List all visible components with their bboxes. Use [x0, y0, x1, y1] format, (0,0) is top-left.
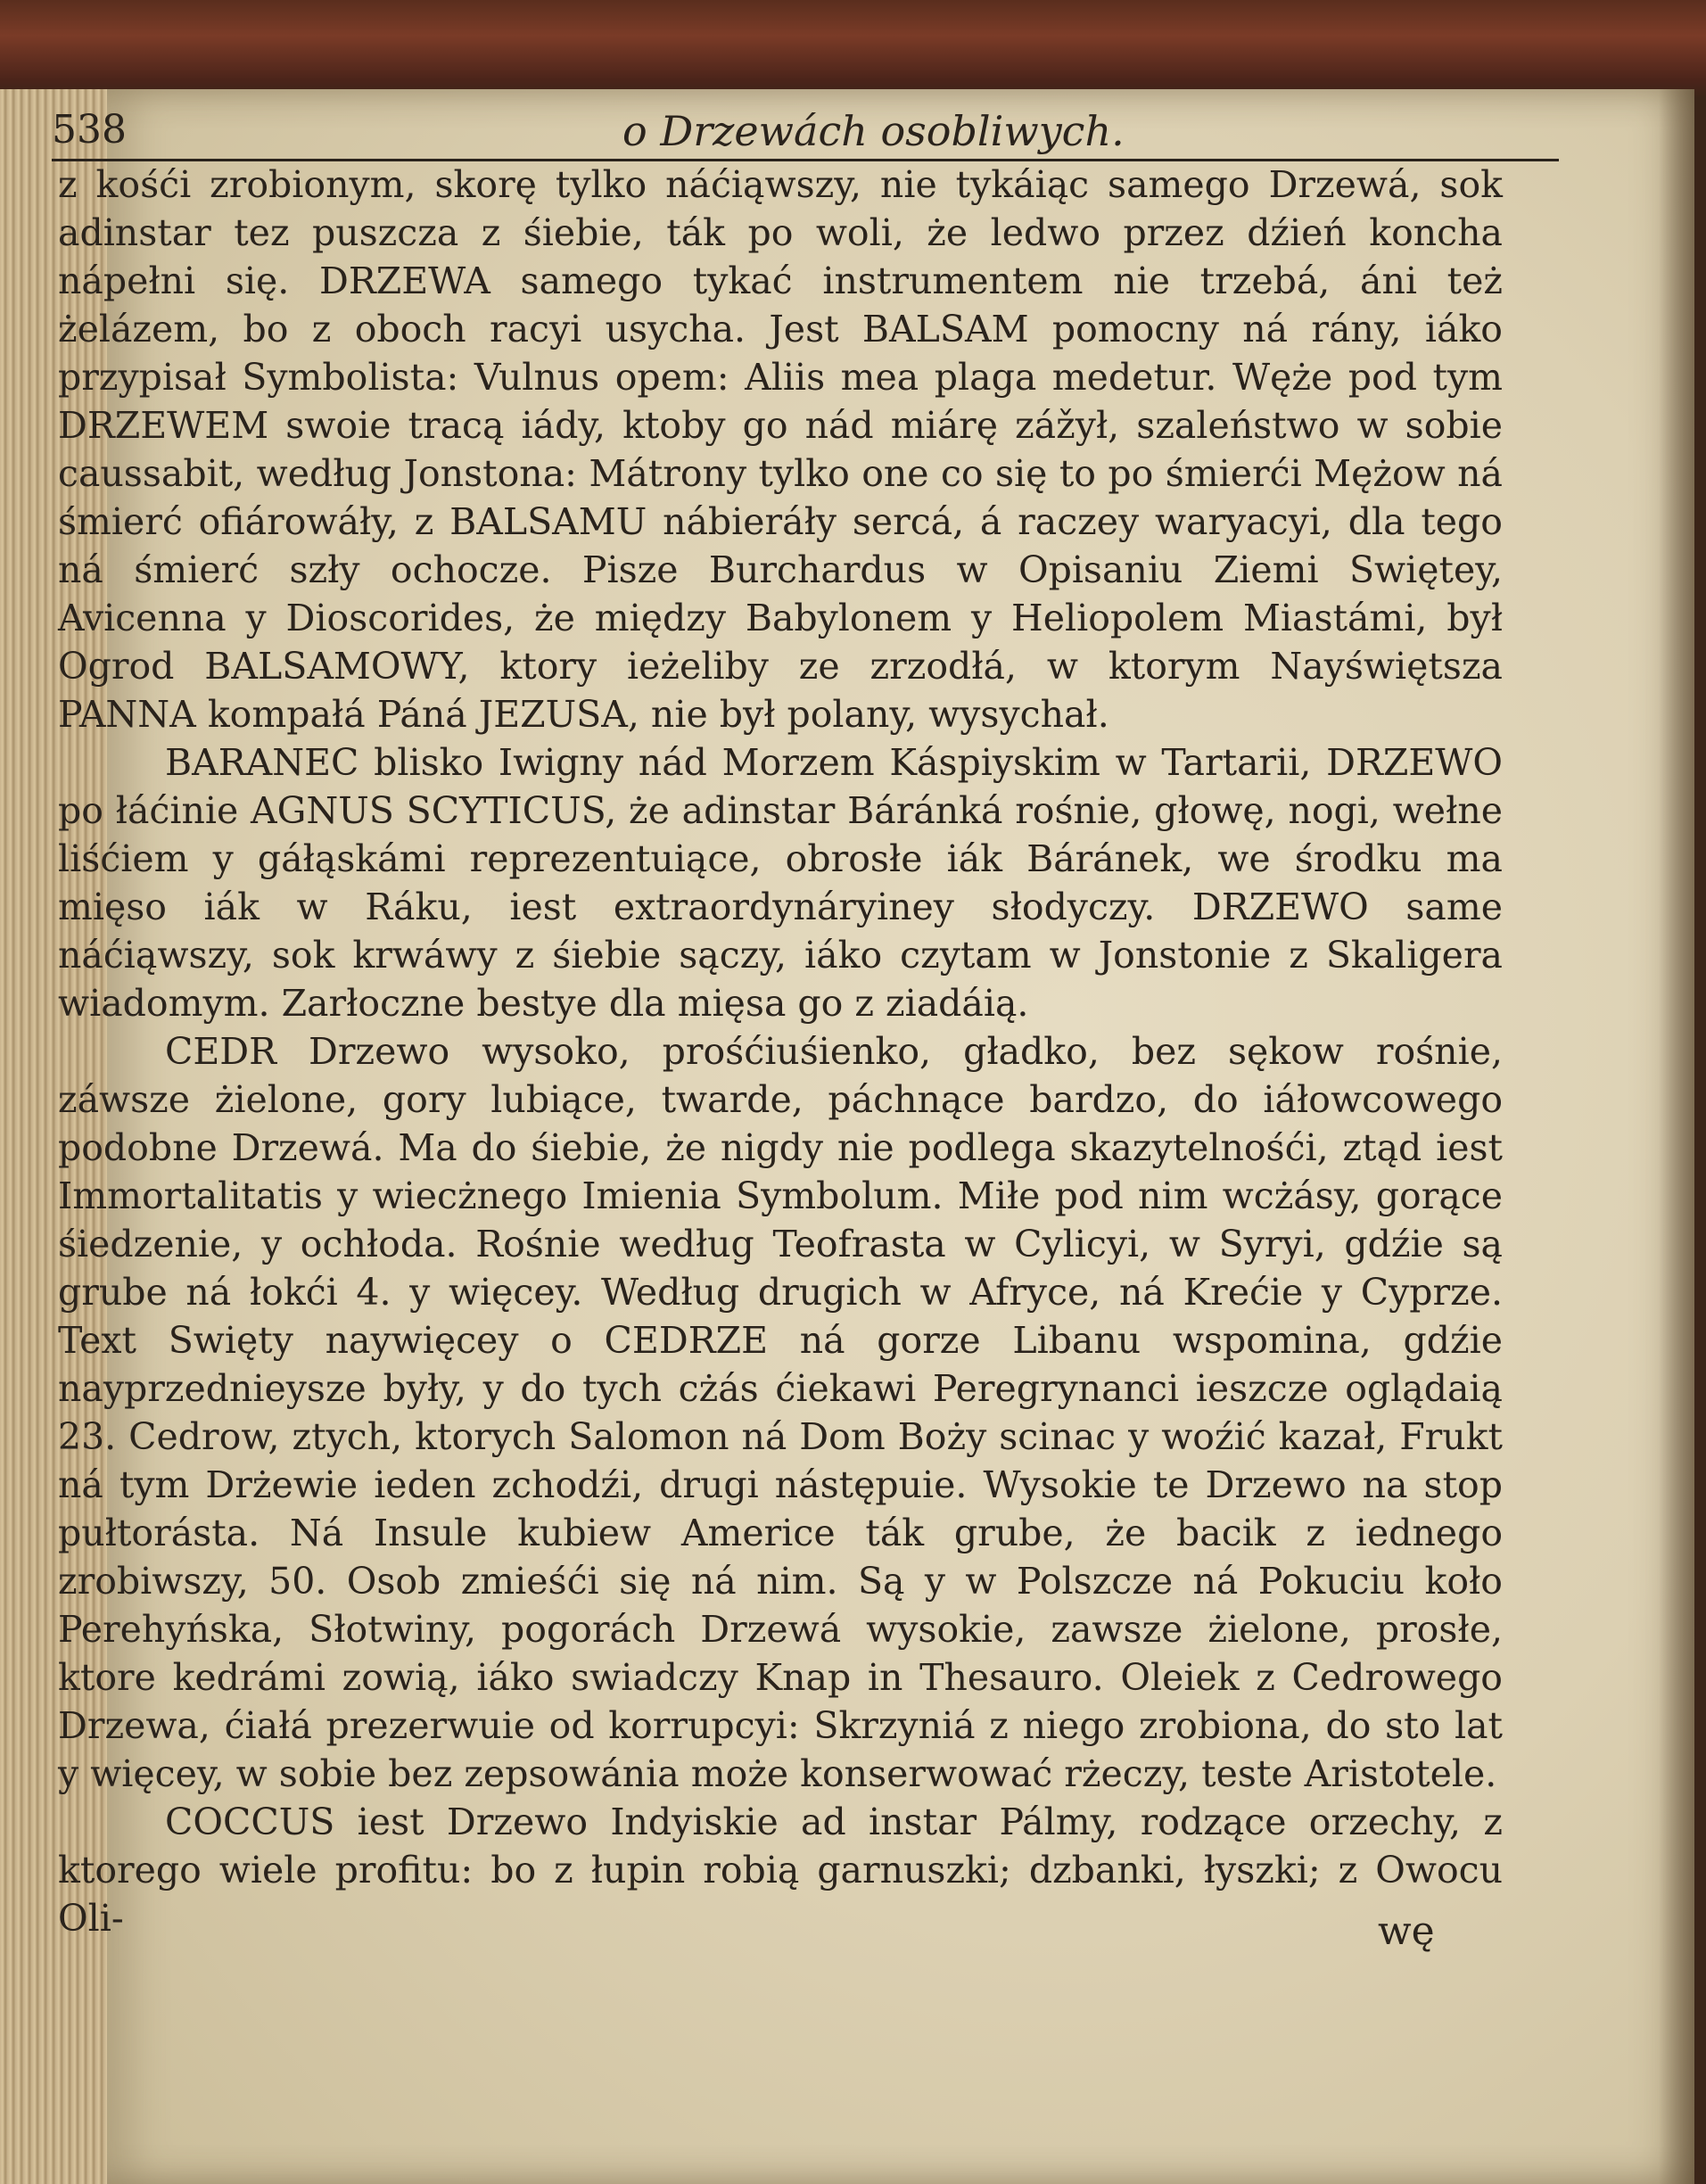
paragraph-cedr: CEDR Drzewo wysoko, prośćiuśienko, gładko, bez sękow rośnie, záwsze żielone, gory lubiące, twarde, páchnące bardzo, do iáłowcowego podobne Drzewá. Ma do śiebie, że nigdy nie podlega skazytelnośći, ztąd iest Immortalitatis y wiecżnego Imienia Symbolum. Miłe pod nim wcżásy, gorące śiedzenie, y ochłoda. Rośnie według Teofrasta w Cylicyi, w Syryi, gdźie są grube ná łokći 4. y więcey. Według drugich w Afryce, ná Krećie y Cyprze. Text Swięty naywięcey o CEDRZE ná gorze Libanu wspomina, gdźie nayprzednieysze były, y do tych cżás ćiekawi Peregrynanci ieszcze oglądaią 23. Cedrow, ztych, ktorych Salomon ná Dom Boży scinac y woźić kazał, Frukt ná tym Drżewie ieden zchodźi, drugi nástępuie. Wysokie te Drzewo na stop pułtorásta. Ná Insule kubiew Americe ták grube, że bacik z iednego zrobiwszy, 50. Osob zmieśći się ná nim. Są y w Polszcze ná Pokuciu koło Perehyńska, Słotwiny, pogorách Drzewá wysokie, zawsze żielone, prosłe, ktore kedrámi zowią, iáko swiadczy Knap in Thesauro. Oleiek z Cedrowego Drzewa, ćiałá prezerwuie od korrupcyi: Skrzyniá z niego zrobiona, do sto lat y więcey, w sobie bez zepsowánia może konserwować rżeczy, teste Aristotele. [58, 1030, 1503, 1795]
page-number: 538 [52, 107, 127, 152]
running-title: o Drzewách osobliwych. [622, 107, 1125, 155]
paragraph-baranec: BARANEC blisko Iwigny nád Morzem Káspiyskim w Tartarii, DRZEWO po łáćinie AGNUS SCYTICUS, że adinstar Báránká rośnie, głowę, nogi, wełne liśćiem y gáłąskámi reprezentuiące, obrosłe iák Báránek, we środku ma mięso iák w Ráku, iest extraordynáryiney słodyczy. DRZEWO same náćiąwszy, sok krwáwy z śiebie sączy, iáko czytam w Jonstonie z Skaligera wiadomym. Zarłoczne bestye dla mięsa go z ziadáią. [58, 741, 1503, 1025]
paragraph-coccus: COCCUS iest Drzewo Indyiskie ad instar Pálmy, rodzące orzechy, z ktorego wiele profitu: bo z łupin robią garnuszki; dzbanki, łyszki; z Owocu Oli- [58, 1801, 1503, 1940]
body-text [58, 161, 1503, 1942]
paragraph-balsam: z kośći zrobionym, skorę tylko náćiąwszy, nie tykáiąc samego Drzewá, sok adinstar tez puszcza z śiebie, ták po woli, że ledwo przez dźień koncha nápełni się. DRZEWA samego tykać instrumentem nie trzebá, áni też żelázem, bo z oboch racyi usycha. Jest BALSAM pomocny ná rány, iáko przypisał Symbolista: Vulnus opem: Aliis mea plaga medetur. Węże pod tym DRZEWEM swoie tracą iády, ktoby go nád miárę zážył, szaleństwo w sobie caussabit, według Jonstona: Mátrony tylko one co się to po śmierći Mężow ná śmierć ofiárowáły, z BALSAMU nábieráły sercá, á raczey waryacyi, dla tego ná śmierć szły ochocze. Pisze Burchardus w Opisaniu Ziemi Swiętey, Avicenna y Dioscorides, że między Babylonem y Heliopolem Miastámi, był Ogrod BALSAMOWY, ktory ieżeliby ze zrzodłá, w ktorym Nayświętsza PANNA kompałá Páná JEZUSA, nie był polany, wysychał. [58, 163, 1503, 736]
page-gutter-shadow [1659, 89, 1694, 2184]
page-header [52, 107, 1550, 161]
catchword: wę [1378, 1908, 1435, 1954]
